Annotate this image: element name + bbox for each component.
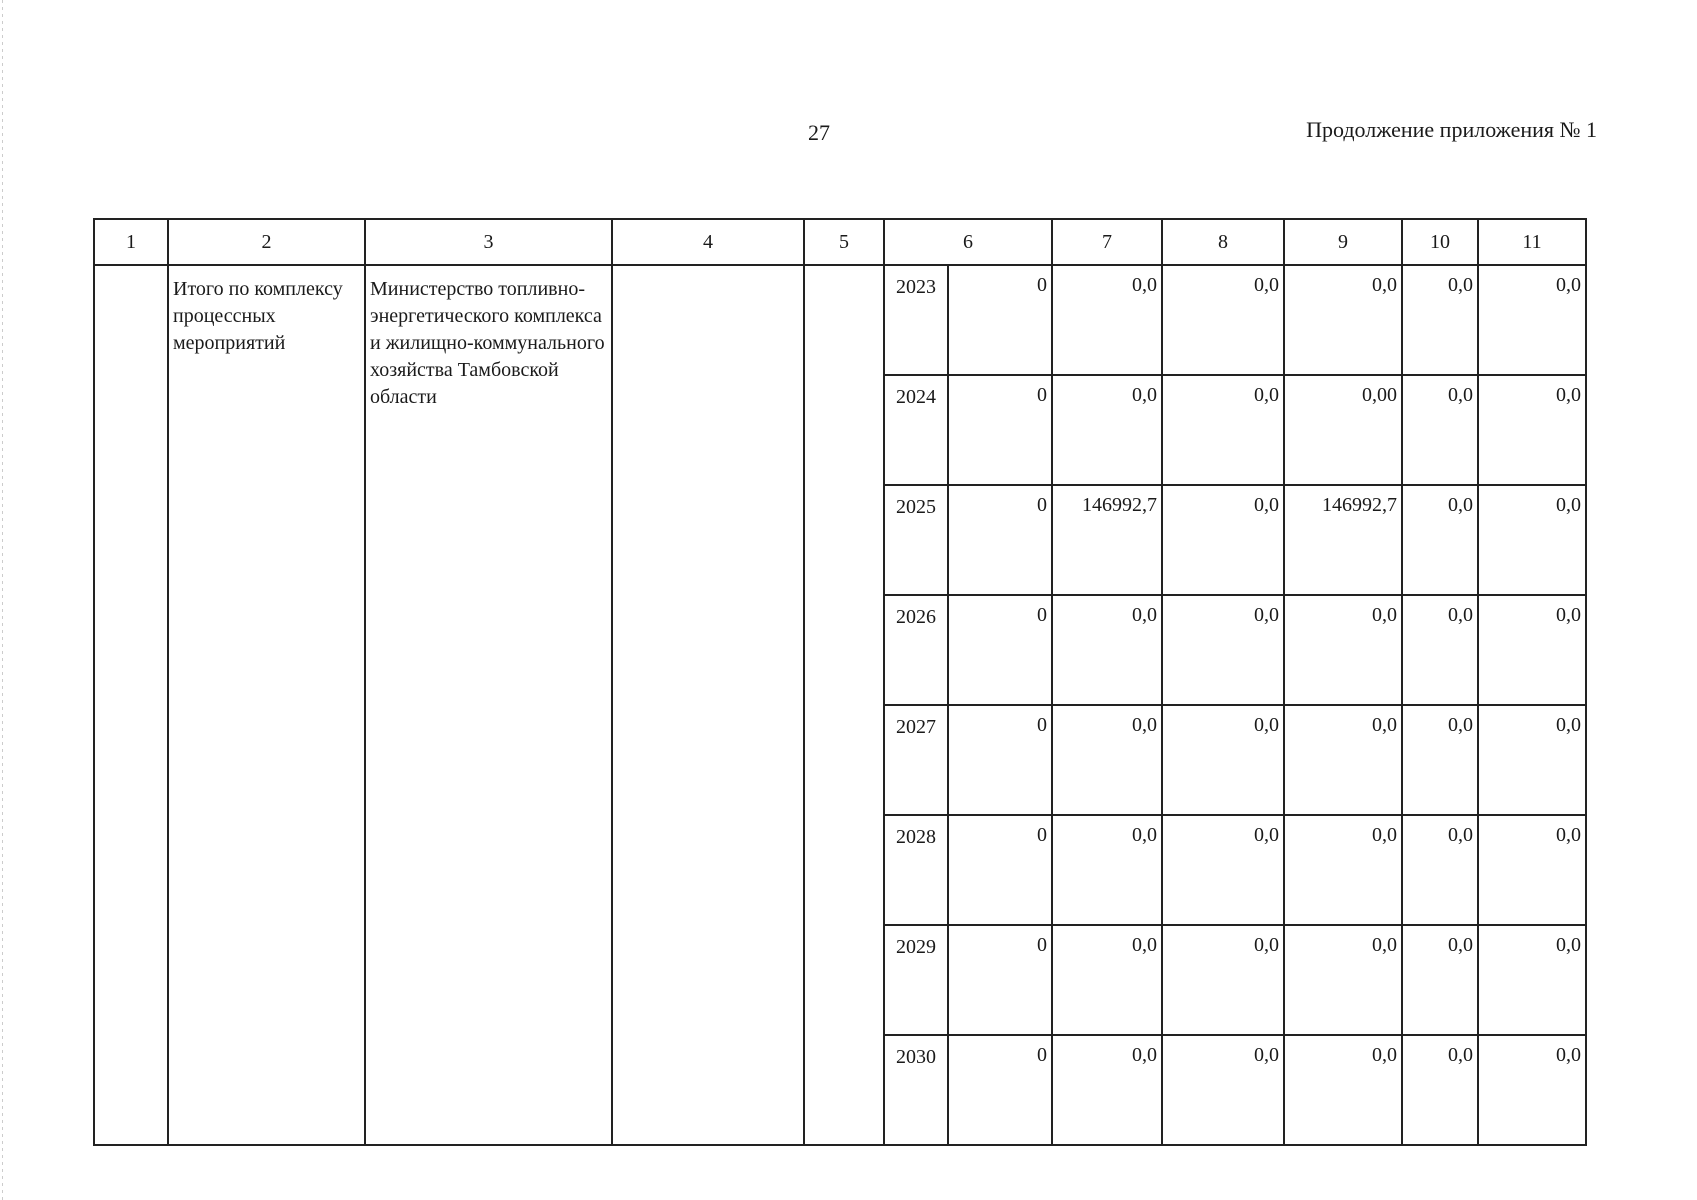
cell-col5 [804,265,884,1145]
value-col11: 0,0 [1478,595,1586,705]
column-header-1: 1 [94,219,168,265]
scan-edge-line [2,0,3,1200]
value-col11: 0,0 [1478,265,1586,375]
value-col9: 0,0 [1284,595,1402,705]
value-col6: 0 [948,1035,1052,1145]
column-header-9: 9 [1284,219,1402,265]
value-col8: 0,0 [1162,815,1284,925]
value-col10: 0,0 [1402,375,1478,485]
cell-col4 [612,265,804,1145]
year-cell: 2024 [884,375,948,485]
value-col8: 0,0 [1162,595,1284,705]
value-col7: 0,0 [1052,1035,1162,1145]
value-col7: 0,0 [1052,705,1162,815]
table-row [94,265,1586,375]
value-col8: 0,0 [1162,1035,1284,1145]
value-col6: 0 [948,705,1052,815]
year-cell: 2026 [884,595,948,705]
value-col11: 0,0 [1478,375,1586,485]
column-header-2: 2 [168,219,365,265]
value-col10: 0,0 [1402,1035,1478,1145]
value-col6: 0 [948,375,1052,485]
value-col9: 0,0 [1284,1035,1402,1145]
value-col7: 146992,7 [1052,485,1162,595]
year-cell: 2025 [884,485,948,595]
value-col11: 0,0 [1478,925,1586,1035]
column-header-10: 10 [1402,219,1478,265]
column-header-8: 8 [1162,219,1284,265]
value-col9: 0,0 [1284,925,1402,1035]
value-col7: 0,0 [1052,925,1162,1035]
year-cell: 2030 [884,1035,948,1145]
value-col7: 0,0 [1052,815,1162,925]
column-header-6: 6 [884,219,1052,265]
value-col8: 0,0 [1162,705,1284,815]
value-col6: 0 [948,595,1052,705]
value-col7: 0,0 [1052,265,1162,375]
value-col8: 0,0 [1162,265,1284,375]
value-col10: 0,0 [1402,705,1478,815]
row-label: Итого по комплексу процессных мероприятий [168,265,365,1145]
value-col9: 0,00 [1284,375,1402,485]
year-cell: 2028 [884,815,948,925]
column-header-7: 7 [1052,219,1162,265]
value-col10: 0,0 [1402,925,1478,1035]
value-col6: 0 [948,815,1052,925]
table-header-row [94,219,1586,265]
value-col10: 0,0 [1402,595,1478,705]
annex-label: Продолжение приложения № 1 [1306,117,1597,142]
year-cell: 2027 [884,705,948,815]
column-header-4: 4 [612,219,804,265]
column-header-5: 5 [804,219,884,265]
value-col11: 0,0 [1478,815,1586,925]
value-col8: 0,0 [1162,925,1284,1035]
column-header-3: 3 [365,219,612,265]
value-col8: 0,0 [1162,485,1284,595]
year-cell: 2029 [884,925,948,1035]
value-col10: 0,0 [1402,485,1478,595]
value-col8: 0,0 [1162,375,1284,485]
value-col6: 0 [948,485,1052,595]
value-col9: 146992,7 [1284,485,1402,595]
value-col9: 0,0 [1284,815,1402,925]
value-col6: 0 [948,925,1052,1035]
value-col11: 0,0 [1478,485,1586,595]
value-col11: 0,0 [1478,705,1586,815]
value-col10: 0,0 [1402,815,1478,925]
cell-col1 [94,265,168,1145]
year-cell: 2023 [884,265,948,375]
value-col10: 0,0 [1402,265,1478,375]
value-col9: 0,0 [1284,265,1402,375]
value-col11: 0,0 [1478,1035,1586,1145]
page-number: 27 [808,120,830,145]
budget-table [93,218,1587,1146]
value-col6: 0 [948,265,1052,375]
value-col7: 0,0 [1052,595,1162,705]
column-header-11: 11 [1478,219,1586,265]
value-col9: 0,0 [1284,705,1402,815]
responsible-executor: Министерство топливно-энергетического комплекса и жилищно-коммунального хозяйства Тамбовской области [365,265,612,1145]
value-col7: 0,0 [1052,375,1162,485]
